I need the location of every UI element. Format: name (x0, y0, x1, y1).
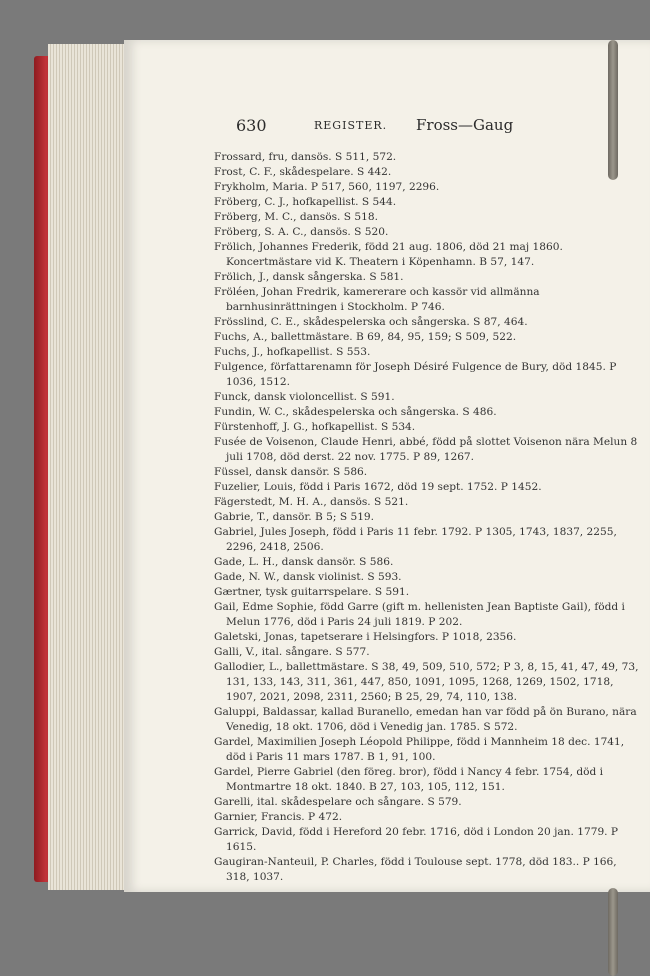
register-entry: Garelli, ital. skådespelare och sångare. S 579. (214, 796, 462, 808)
register-entry: Fröberg, C. J., hofkapellist. S 544. (214, 196, 397, 208)
register-entry: Garnier, Francis. P 472. (214, 811, 343, 823)
register-entry: Füssel, dansk dansör. S 586. (214, 466, 368, 478)
register-entry: Frossard, fru, dansös. S 511, 572. (214, 151, 397, 163)
register-entry: Fröléen, Johan Fredrik, kamererare och kassör vid allmänna barnhusinrättningen i Stockholm. P 746. (214, 286, 540, 313)
entry-range: Fross—Gaug (416, 116, 514, 134)
register-entry: Fundin, W. C., skådespelerska och sångerska. S 486. (214, 406, 497, 418)
register-entry: Fuchs, A., ballettmästare. B 69, 84, 95, 159; S 509, 522. (214, 331, 517, 343)
register-entry: Gardel, Maximilien Joseph Léopold Philippe, född i Mannheim 18 dec. 1741, död i Paris 11 mars 1787. B 1, 91, 100. (214, 736, 625, 763)
register-entry: Fuchs, J., hofkapellist. S 553. (214, 346, 371, 358)
register-entry: Fägerstedt, M. H. A., dansös. S 521. (214, 496, 409, 508)
register-entries (214, 150, 642, 885)
register-entry: Gabriel, Jules Joseph, född i Paris 11 febr. 1792. P 1305, 1743, 1837, 2255, 2296, 2418, 2506. (214, 526, 617, 553)
register-entry: Gaugiran-Nanteuil, P. Charles, född i Toulouse sept. 1778, död 183.. P 166, 318, 1037. (214, 856, 617, 883)
register-entry: Gardel, Pierre Gabriel (den föreg. bror), född i Nancy 4 febr. 1754, död i Montmartre 18 okt. 1840. B 27, 103, 105, 112, 151. (214, 766, 604, 793)
bookmark-ribbon-bottom (608, 888, 618, 976)
register-entry: Galli, V., ital. sångare. S 577. (214, 646, 370, 658)
register-entry: Garrick, David, född i Hereford 20 febr. 1716, död i London 20 jan. 1779. P 1615. (214, 826, 619, 853)
register-entry: Gabrie, T., dansör. B 5; S 519. (214, 511, 375, 523)
register-entry: Frölich, Johannes Frederik, född 21 aug. 1806, död 21 maj 1860. Koncertmästare vid K. Theatern i Köpenhamn. B 57, 147. (214, 241, 563, 268)
register-entry: Gade, L. H., dansk dansör. S 586. (214, 556, 394, 568)
register-entry: Frösslind, C. E., skådespelerska och sångerska. S 87, 464. (214, 316, 528, 328)
register-entry: Galetski, Jonas, tapetserare i Helsingfors. P 1018, 2356. (214, 631, 517, 643)
register-entry: Fröberg, M. C., dansös. S 518. (214, 211, 378, 223)
page-number: 630 (236, 116, 267, 135)
register-entry: Frost, C. F., skådespelare. S 442. (214, 166, 392, 178)
register-entry: Fulgence, författarenamn för Joseph Désiré Fulgence de Bury, död 1845. P 1036, 1512. (214, 361, 617, 388)
page-header (236, 116, 536, 138)
register-entry: Galuppi, Baldassar, kallad Buranello, emedan han var född på ön Burano, nära Venedig, 18 okt. 1706, död i Venedig jan. 1785. S 572. (214, 706, 637, 733)
register-entry: Fusée de Voisenon, Claude Henri, abbé, född på slottet Voisenon nära Melun 8 juli 1708, död derst. 22 nov. 1775. P 89, 1267. (214, 436, 638, 463)
register-entry: Fröberg, S. A. C., dansös. S 520. (214, 226, 389, 238)
register-entry: Fuzelier, Louis, född i Paris 1672, död 19 sept. 1752. P 1452. (214, 481, 542, 493)
register-entry: Fürstenhoff, J. G., hofkapellist. S 534. (214, 421, 416, 433)
register-entry: Gade, N. W., dansk violinist. S 593. (214, 571, 402, 583)
register-entry: Gallodier, L., ballettmästare. S 38, 49, 509, 510, 572; P 3, 8, 15, 41, 47, 49, 73, 131, 133, 143, 311, 361, 447, 850, 1091, 1095, 1268, 1269, 1502, 1718, 1907, 2021, 2098, 2311, 2560; B 25, 29, 74, 110, 138. (214, 661, 639, 703)
register-entry: Frykholm, Maria. P 517, 560, 1197, 2296. (214, 181, 440, 193)
register-entry: Gærtner, tysk guitarrspelare. S 591. (214, 586, 410, 598)
register-entry: Gail, Edme Sophie, född Garre (gift m. hellenisten Jean Baptiste Gail), född i Melun 1776, död i Paris 24 juli 1819. P 202. (214, 601, 625, 628)
register-entry: Frölich, J., dansk sångerska. S 581. (214, 271, 404, 283)
register-entry: Funck, dansk violoncellist. S 591. (214, 391, 395, 403)
section-title: REGISTER. (314, 119, 388, 132)
